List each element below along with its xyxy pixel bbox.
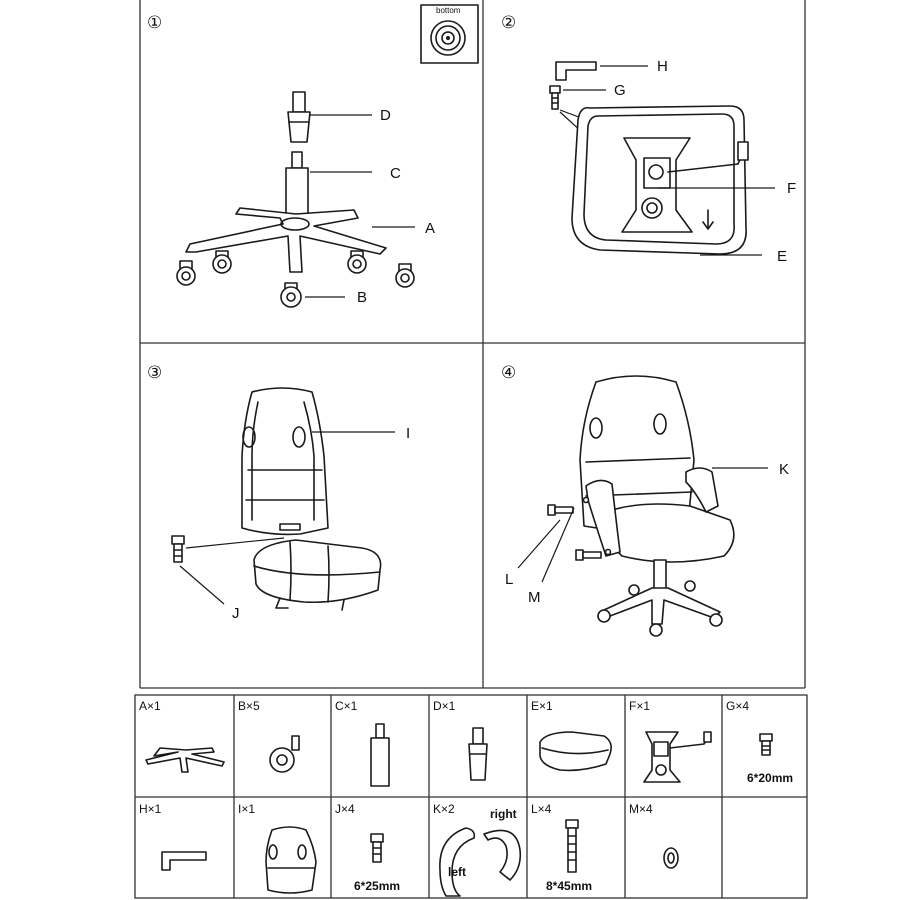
short-bolt-icon <box>760 734 772 755</box>
part-k-code: K×2 <box>433 802 455 816</box>
part-m-code: M×4 <box>629 802 653 816</box>
part-j-code: J×4 <box>335 802 355 816</box>
part-a-code: A×1 <box>139 699 161 713</box>
part-b-code: B×5 <box>238 699 260 713</box>
step-4-number: ④ <box>501 363 517 383</box>
label-k: K <box>779 461 790 478</box>
label-a: A <box>425 220 436 237</box>
backrest-i <box>242 388 328 534</box>
long-bolt-icon <box>566 820 578 872</box>
part-k-left-label: left <box>448 865 466 879</box>
step-1-number: ① <box>147 13 163 33</box>
label-c: C <box>390 165 401 182</box>
part-d-code: D×1 <box>433 699 456 713</box>
label-i: I <box>406 425 411 442</box>
label-b: B <box>357 289 368 306</box>
part-l-size: 8*45mm <box>546 879 593 893</box>
part-k-right-label: right <box>490 807 517 821</box>
label-l: L <box>505 571 514 588</box>
part-g-code: G×4 <box>726 699 750 713</box>
part-f-code: F×1 <box>629 699 651 713</box>
label-m: M <box>528 589 541 606</box>
step-3-number: ③ <box>147 363 163 383</box>
inset-bottom-label: bottom <box>436 6 461 15</box>
step-2-number: ② <box>501 13 517 33</box>
label-f: F <box>787 180 797 197</box>
part-g-size: 6*20mm <box>747 771 794 785</box>
bolt-g <box>550 86 560 109</box>
seat-cushion-icon <box>540 732 611 770</box>
part-l-code: L×4 <box>531 802 552 816</box>
caster-bottom-inset <box>421 5 478 63</box>
part-i-code: I×1 <box>238 802 256 816</box>
label-g: G <box>614 82 626 99</box>
screw-j <box>172 536 184 562</box>
part-e-code: E×1 <box>531 699 553 713</box>
label-e: E <box>777 248 788 265</box>
part-j-size: 6*25mm <box>354 879 401 893</box>
backrest-icon <box>266 827 316 893</box>
label-h: H <box>657 58 668 75</box>
label-j: J <box>232 605 240 622</box>
washer-icon <box>664 848 678 868</box>
label-d: D <box>380 107 391 124</box>
part-h-code: H×1 <box>139 802 162 816</box>
screw-icon <box>371 834 383 862</box>
part-c-code: C×1 <box>335 699 358 713</box>
